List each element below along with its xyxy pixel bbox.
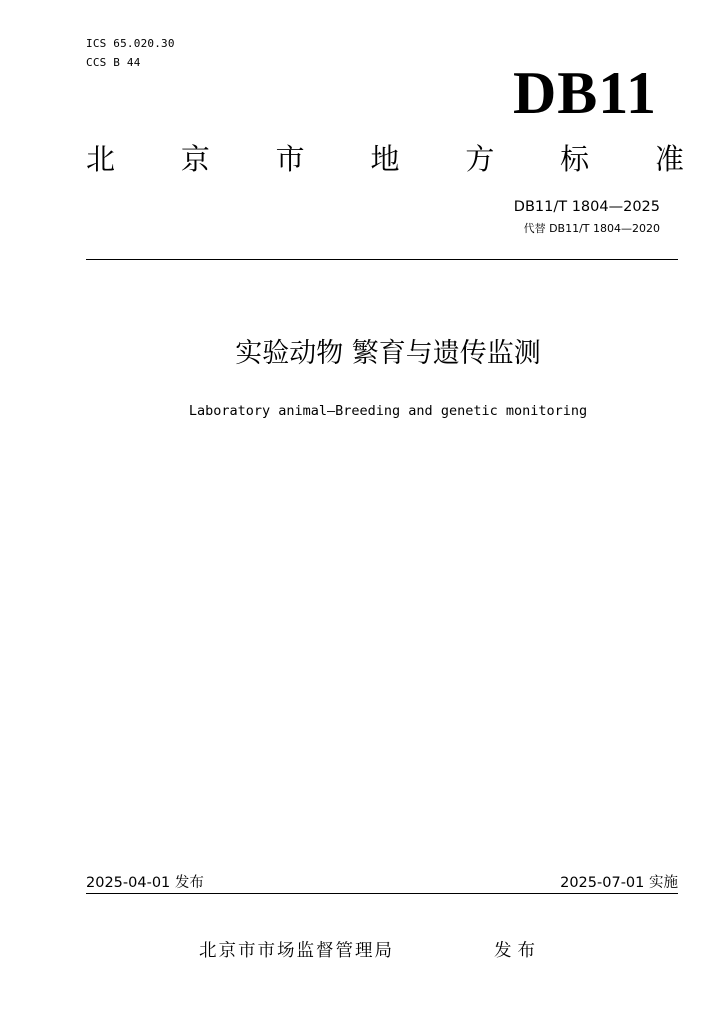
issue-word: 发布 bbox=[494, 941, 541, 961]
standard-type-char: 市 bbox=[275, 142, 305, 176]
standard-type-title bbox=[86, 141, 684, 177]
standard-type-char: 北 bbox=[86, 142, 116, 176]
standard-type-char: 标 bbox=[560, 142, 590, 176]
standard-type-char: 准 bbox=[654, 142, 684, 176]
standard-type-char: 京 bbox=[180, 142, 210, 176]
ccs-code: CCS B 44 bbox=[86, 56, 141, 69]
top-divider bbox=[86, 259, 678, 260]
issue-date: 2025-04-01 发布 bbox=[86, 875, 204, 891]
standard-type-char: 地 bbox=[370, 142, 400, 176]
implementation-date: 2025-07-01 实施 bbox=[560, 875, 678, 891]
ics-code: ICS 65.020.30 bbox=[86, 37, 175, 50]
bottom-divider bbox=[86, 893, 678, 894]
document-title-english: Laboratory animal—Breeding and genetic monitoring bbox=[188, 403, 588, 419]
replaces-note: 代替 DB11/T 1804—2020 bbox=[523, 222, 660, 235]
standard-type-char: 方 bbox=[465, 142, 495, 176]
issuing-authority: 北京市市场监督管理局 bbox=[199, 941, 394, 961]
db-mark: DB11 bbox=[512, 60, 657, 126]
document-title-chinese: 实验动物 繁育与遗传监测 bbox=[235, 338, 541, 369]
standard-number: DB11/T 1804—2025 bbox=[513, 199, 660, 215]
